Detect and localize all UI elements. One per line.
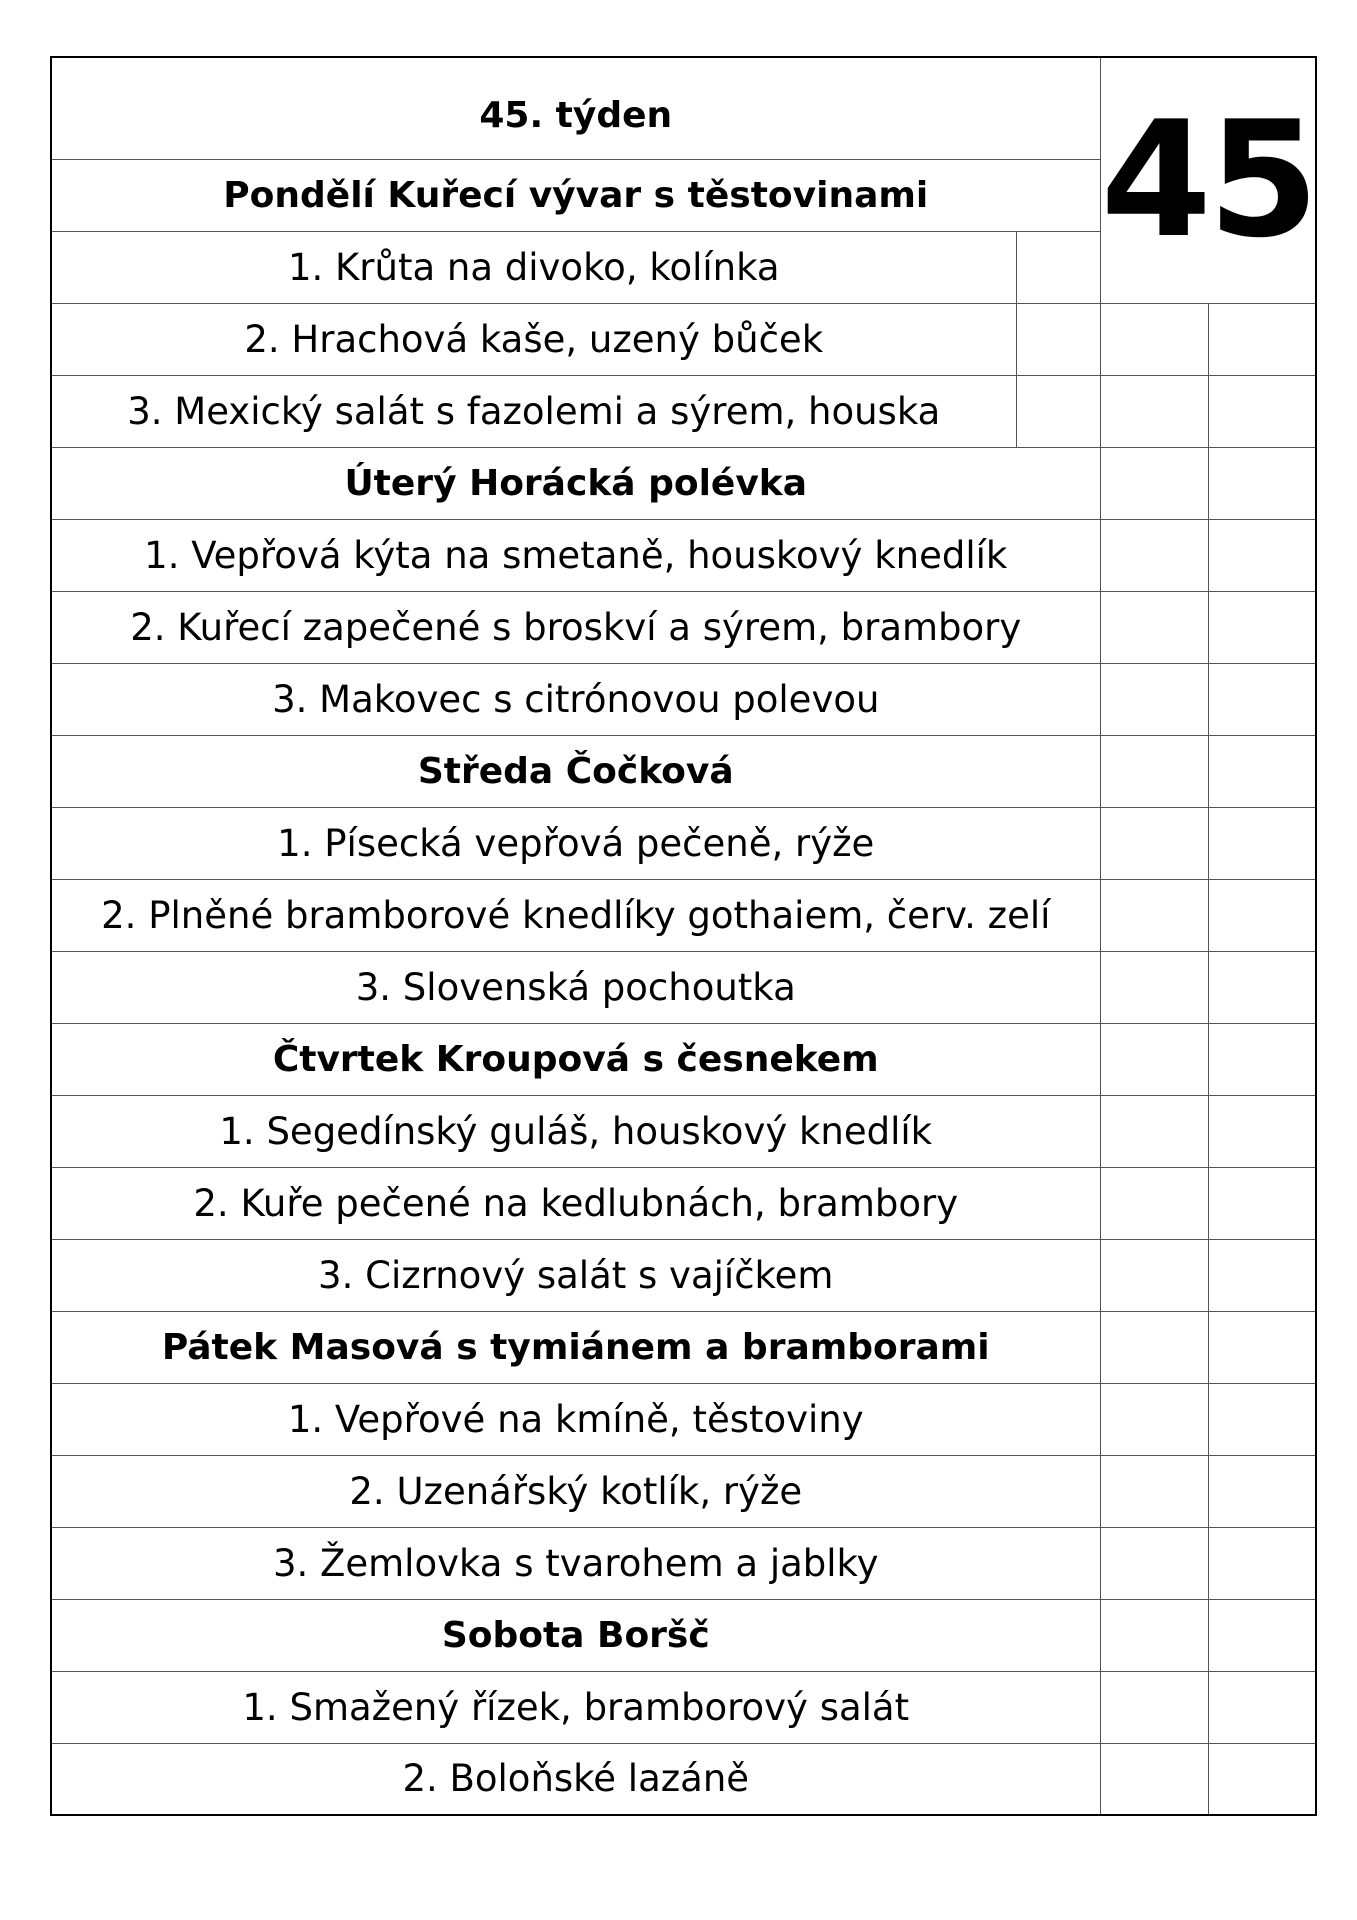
dish-item: 3. Slovenská pochoutka — [51, 951, 1100, 1023]
dish-row — [51, 1671, 1316, 1743]
week-number: 45 — [1100, 57, 1316, 303]
dish-item: 3. Mexický salát s fazolemi a sýrem, houska — [51, 375, 1016, 447]
order-box[interactable] — [1100, 1599, 1208, 1671]
order-box[interactable] — [1208, 807, 1316, 879]
day-row — [51, 447, 1316, 519]
order-box[interactable] — [1208, 447, 1316, 519]
dish-item: 3. Žemlovka s tvarohem a jablky — [51, 1527, 1100, 1599]
dish-row — [51, 1383, 1316, 1455]
dish-item: 2. Plněné bramborové knedlíky gothaiem, červ. zelí — [51, 879, 1100, 951]
day-row — [51, 735, 1316, 807]
order-box[interactable] — [1100, 591, 1208, 663]
dish-item: 1. Smažený řízek, bramborový salát — [51, 1671, 1100, 1743]
order-box[interactable] — [1208, 1671, 1316, 1743]
order-box[interactable] — [1208, 1167, 1316, 1239]
order-box[interactable] — [1016, 231, 1100, 303]
order-box[interactable] — [1016, 375, 1100, 447]
dish-row — [51, 879, 1316, 951]
dish-row — [51, 1455, 1316, 1527]
day-row — [51, 1023, 1316, 1095]
order-box[interactable] — [1100, 1311, 1208, 1383]
dish-item: 2. Boloňské lazáně — [51, 1743, 1100, 1815]
order-box[interactable] — [1100, 519, 1208, 591]
day-row — [51, 1311, 1316, 1383]
order-box[interactable] — [1208, 951, 1316, 1023]
order-box[interactable] — [1100, 663, 1208, 735]
order-box[interactable] — [1100, 1743, 1208, 1815]
order-box[interactable] — [1100, 375, 1208, 447]
order-box[interactable] — [1208, 1527, 1316, 1599]
order-box[interactable] — [1100, 807, 1208, 879]
day-soup-heading: Středa Čočková — [51, 735, 1100, 807]
dish-row — [51, 1167, 1316, 1239]
dish-row — [51, 951, 1316, 1023]
order-box[interactable] — [1016, 303, 1100, 375]
dish-row — [51, 663, 1316, 735]
day-soup-heading: Úterý Horácká polévka — [51, 447, 1100, 519]
order-box[interactable] — [1208, 1095, 1316, 1167]
order-box[interactable] — [1100, 447, 1208, 519]
order-box[interactable] — [1208, 375, 1316, 447]
order-box[interactable] — [1208, 879, 1316, 951]
order-box[interactable] — [1208, 519, 1316, 591]
week-title: 45. týden — [51, 57, 1100, 159]
dish-row — [51, 1527, 1316, 1599]
day-row — [51, 1599, 1316, 1671]
dish-row — [51, 1743, 1316, 1815]
dish-item: 1. Krůta na divoko, kolínka — [51, 231, 1016, 303]
order-box[interactable] — [1208, 735, 1316, 807]
day-soup-heading: Pátek Masová s tymiánem a bramborami — [51, 1311, 1100, 1383]
order-box[interactable] — [1100, 1383, 1208, 1455]
dish-item: 2. Kuřecí zapečené s broskví a sýrem, brambory — [51, 591, 1100, 663]
day-soup-heading: Čtvrtek Kroupová s česnekem — [51, 1023, 1100, 1095]
dish-item: 3. Cizrnový salát s vajíčkem — [51, 1239, 1100, 1311]
week-title-row — [51, 57, 1316, 159]
order-box[interactable] — [1208, 1311, 1316, 1383]
dish-row — [51, 375, 1316, 447]
order-box[interactable] — [1100, 951, 1208, 1023]
order-box[interactable] — [1208, 1599, 1316, 1671]
order-box[interactable] — [1208, 1743, 1316, 1815]
order-box[interactable] — [1208, 1455, 1316, 1527]
order-box[interactable] — [1100, 1239, 1208, 1311]
order-box[interactable] — [1100, 1023, 1208, 1095]
order-box[interactable] — [1100, 1167, 1208, 1239]
dish-item: 3. Makovec s citrónovou polevou — [51, 663, 1100, 735]
order-box[interactable] — [1100, 303, 1208, 375]
order-box[interactable] — [1208, 303, 1316, 375]
order-box[interactable] — [1100, 1527, 1208, 1599]
order-box[interactable] — [1100, 1671, 1208, 1743]
order-box[interactable] — [1208, 1383, 1316, 1455]
order-box[interactable] — [1100, 879, 1208, 951]
dish-row — [51, 807, 1316, 879]
order-box[interactable] — [1208, 591, 1316, 663]
dish-item: 2. Hrachová kaše, uzený bůček — [51, 303, 1016, 375]
order-box[interactable] — [1208, 1239, 1316, 1311]
dish-row — [51, 591, 1316, 663]
dish-item: 1. Segedínský guláš, houskový knedlík — [51, 1095, 1100, 1167]
dish-item: 1. Vepřová kýta na smetaně, houskový knedlík — [51, 519, 1100, 591]
weekly-menu-table — [50, 56, 1317, 1816]
order-box[interactable] — [1100, 1455, 1208, 1527]
dish-row — [51, 519, 1316, 591]
dish-item: 2. Uzenářský kotlík, rýže — [51, 1455, 1100, 1527]
order-box[interactable] — [1100, 735, 1208, 807]
dish-item: 1. Písecká vepřová pečeně, rýže — [51, 807, 1100, 879]
dish-row — [51, 303, 1316, 375]
dish-item: 2. Kuře pečené na kedlubnách, brambory — [51, 1167, 1100, 1239]
day-soup-heading: Sobota Boršč — [51, 1599, 1100, 1671]
order-box[interactable] — [1208, 1023, 1316, 1095]
dish-item: 1. Vepřové na kmíně, těstoviny — [51, 1383, 1100, 1455]
order-box[interactable] — [1100, 1095, 1208, 1167]
dish-row — [51, 1095, 1316, 1167]
dish-row — [51, 1239, 1316, 1311]
order-box[interactable] — [1208, 663, 1316, 735]
day-soup-heading: Pondělí Kuřecí vývar s těstovinami — [51, 159, 1100, 231]
